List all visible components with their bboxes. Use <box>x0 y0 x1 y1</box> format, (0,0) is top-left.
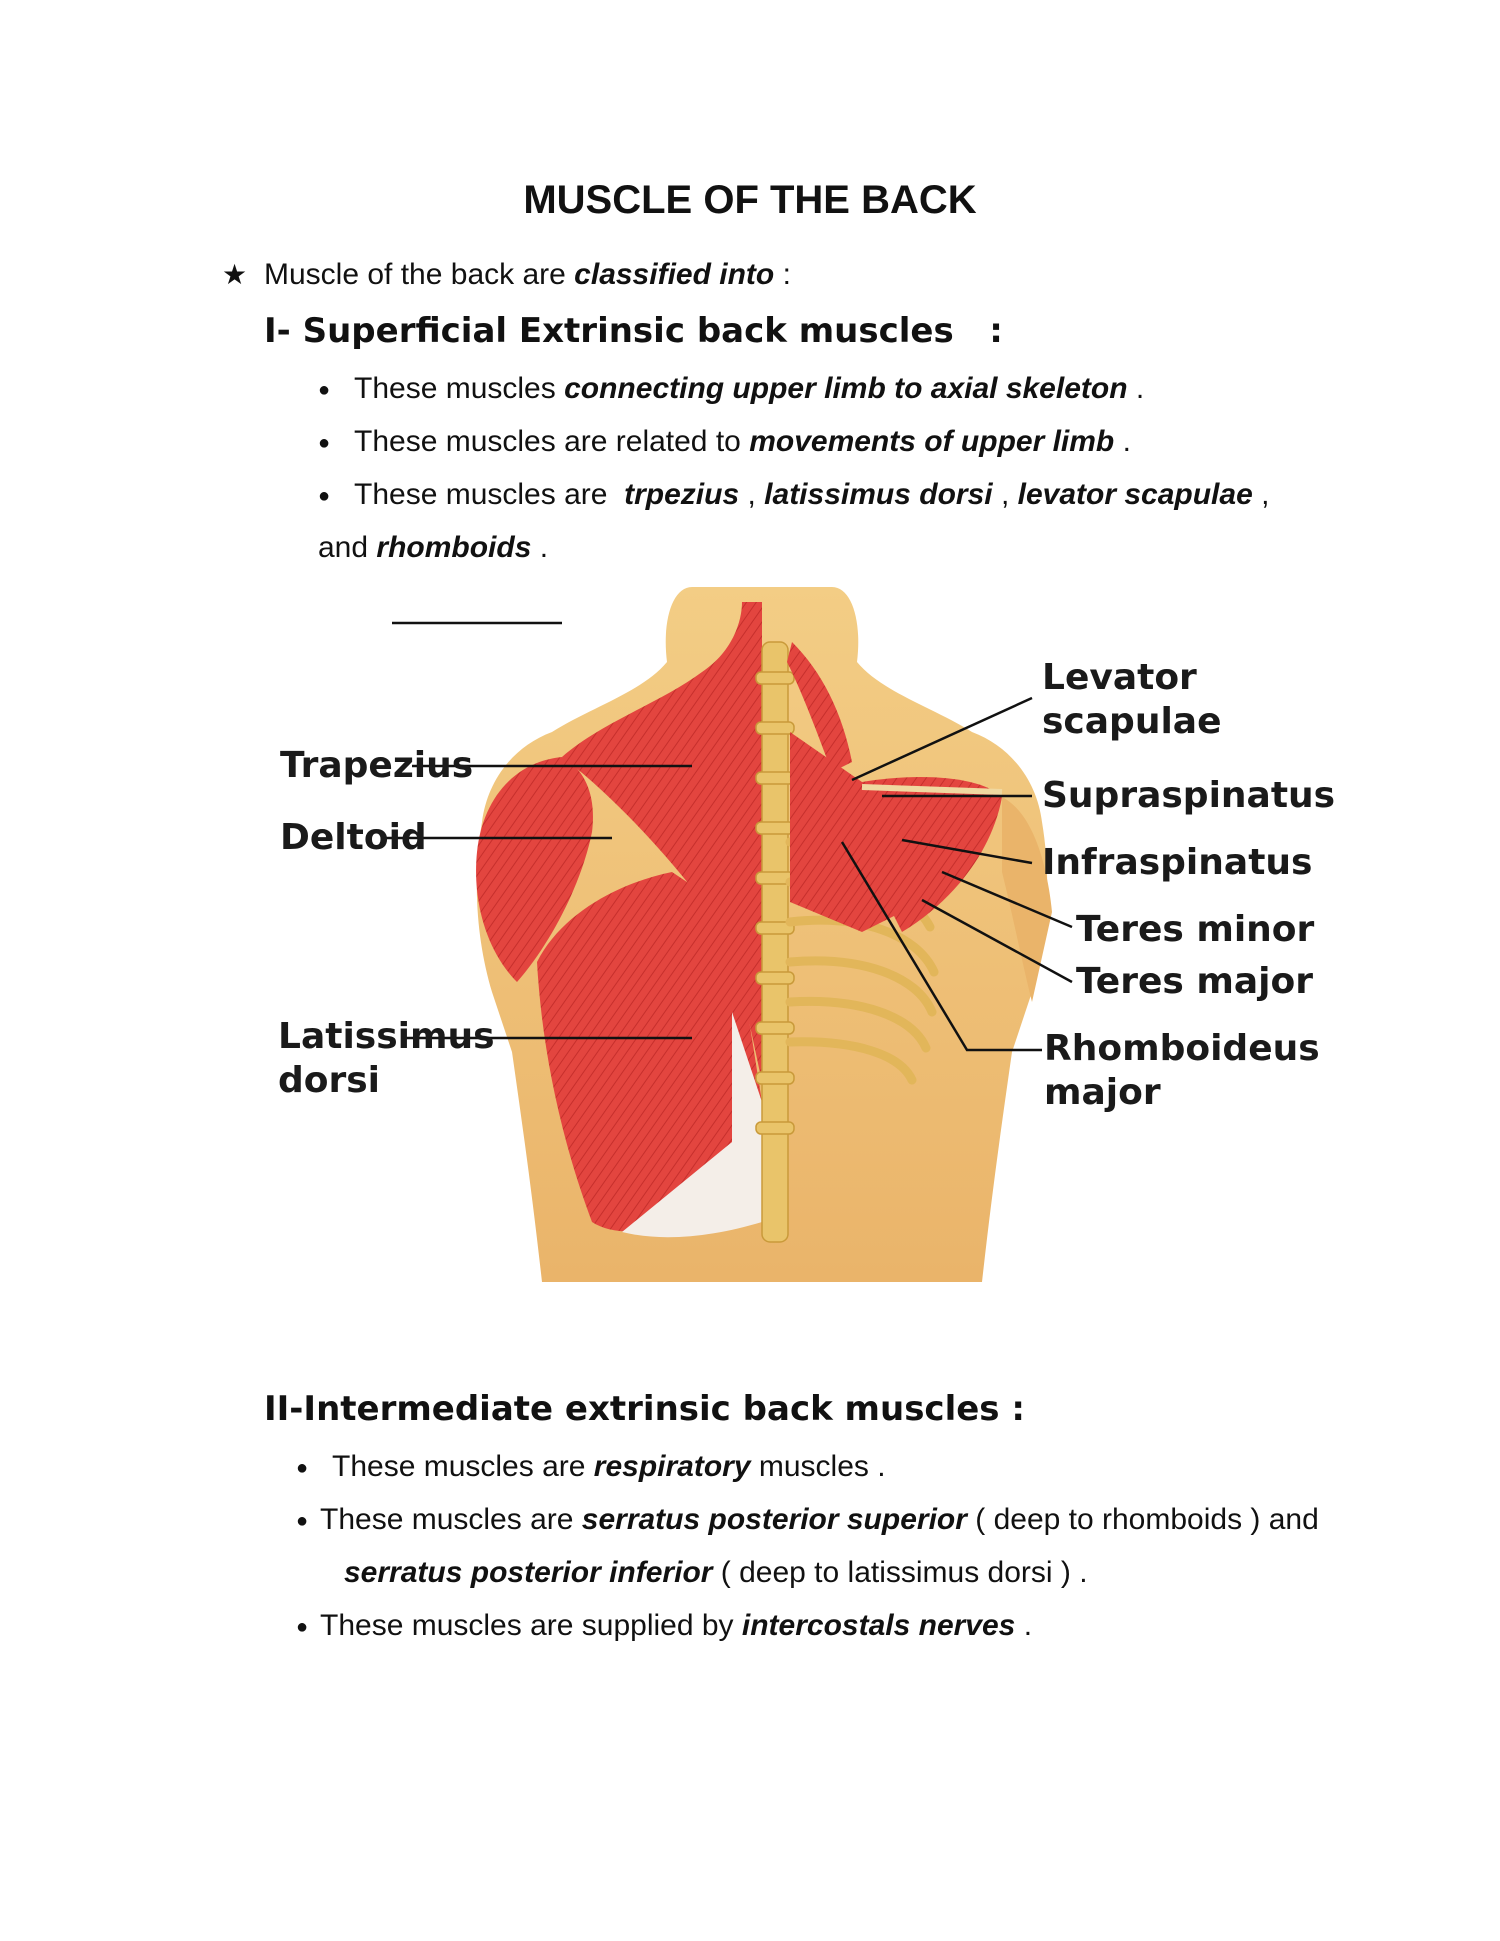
section2-heading: II-Intermediate extrinsic back muscles : <box>264 1389 1025 1429</box>
bullet-icon: ● <box>318 378 331 401</box>
back-muscles-figure <box>262 582 1338 1292</box>
section1-bullet-3: ● These muscles are trpezius , latissimus dorsi , levator scapulae , <box>318 478 1270 511</box>
section2-bullet-1: ● These muscles are respiratory muscles . <box>296 1450 886 1483</box>
section1-bullet-1: ● These muscles connecting upper limb to axial skeleton . <box>318 372 1145 405</box>
spine <box>756 642 794 1242</box>
page-title: MUSCLE OF THE BACK <box>523 178 977 222</box>
intro-line <box>222 258 791 292</box>
label-latissimus-1: Latissimus <box>278 1016 495 1057</box>
bullet-icon: ● <box>296 1615 309 1638</box>
label-levator-1: Levator <box>1042 657 1197 698</box>
section1-heading: I- Superficial Extrinsic back muscles : <box>264 311 1003 351</box>
intro-colon: : <box>782 258 791 291</box>
section1-bullet-3-cont: and rhomboids . <box>318 531 549 564</box>
label-infraspinatus: Infraspinatus <box>1042 842 1313 883</box>
intro-text: Muscle of the back are <box>264 258 566 291</box>
label-deltoid: Deltoid <box>280 817 427 858</box>
section2-bullet-3: ● These muscles are supplied by intercostals nerves . <box>296 1609 1033 1642</box>
label-rhomboideus-1: Rhomboideus <box>1044 1028 1320 1069</box>
bullet-icon: ● <box>318 431 331 454</box>
star-bullet-icon: ★ <box>222 259 248 290</box>
bullet-icon: ● <box>318 484 331 507</box>
bullet-icon: ● <box>296 1509 309 1532</box>
section1-bullet-2: ● These muscles are related to movements of upper limb . <box>318 425 1131 458</box>
label-supraspinatus: Supraspinatus <box>1042 775 1336 816</box>
label-latissimus-2: dorsi <box>278 1060 381 1101</box>
intro-emphasis: classified into <box>574 258 775 291</box>
section2-bullet-2: ● These muscles are serratus posterior superior ( deep to rhomboids ) and <box>296 1503 1319 1536</box>
label-teres-minor: Teres minor <box>1076 909 1315 950</box>
bullet-icon: ● <box>296 1456 309 1479</box>
label-rhomboideus-2: major <box>1044 1072 1161 1113</box>
label-levator-2: scapulae <box>1042 701 1222 742</box>
section2-bullet-2-cont: serratus posterior inferior ( deep to latissimus dorsi ) . <box>344 1556 1088 1589</box>
label-teres-major: Teres major <box>1076 961 1313 1002</box>
label-trapezius: Trapezius <box>280 745 474 786</box>
